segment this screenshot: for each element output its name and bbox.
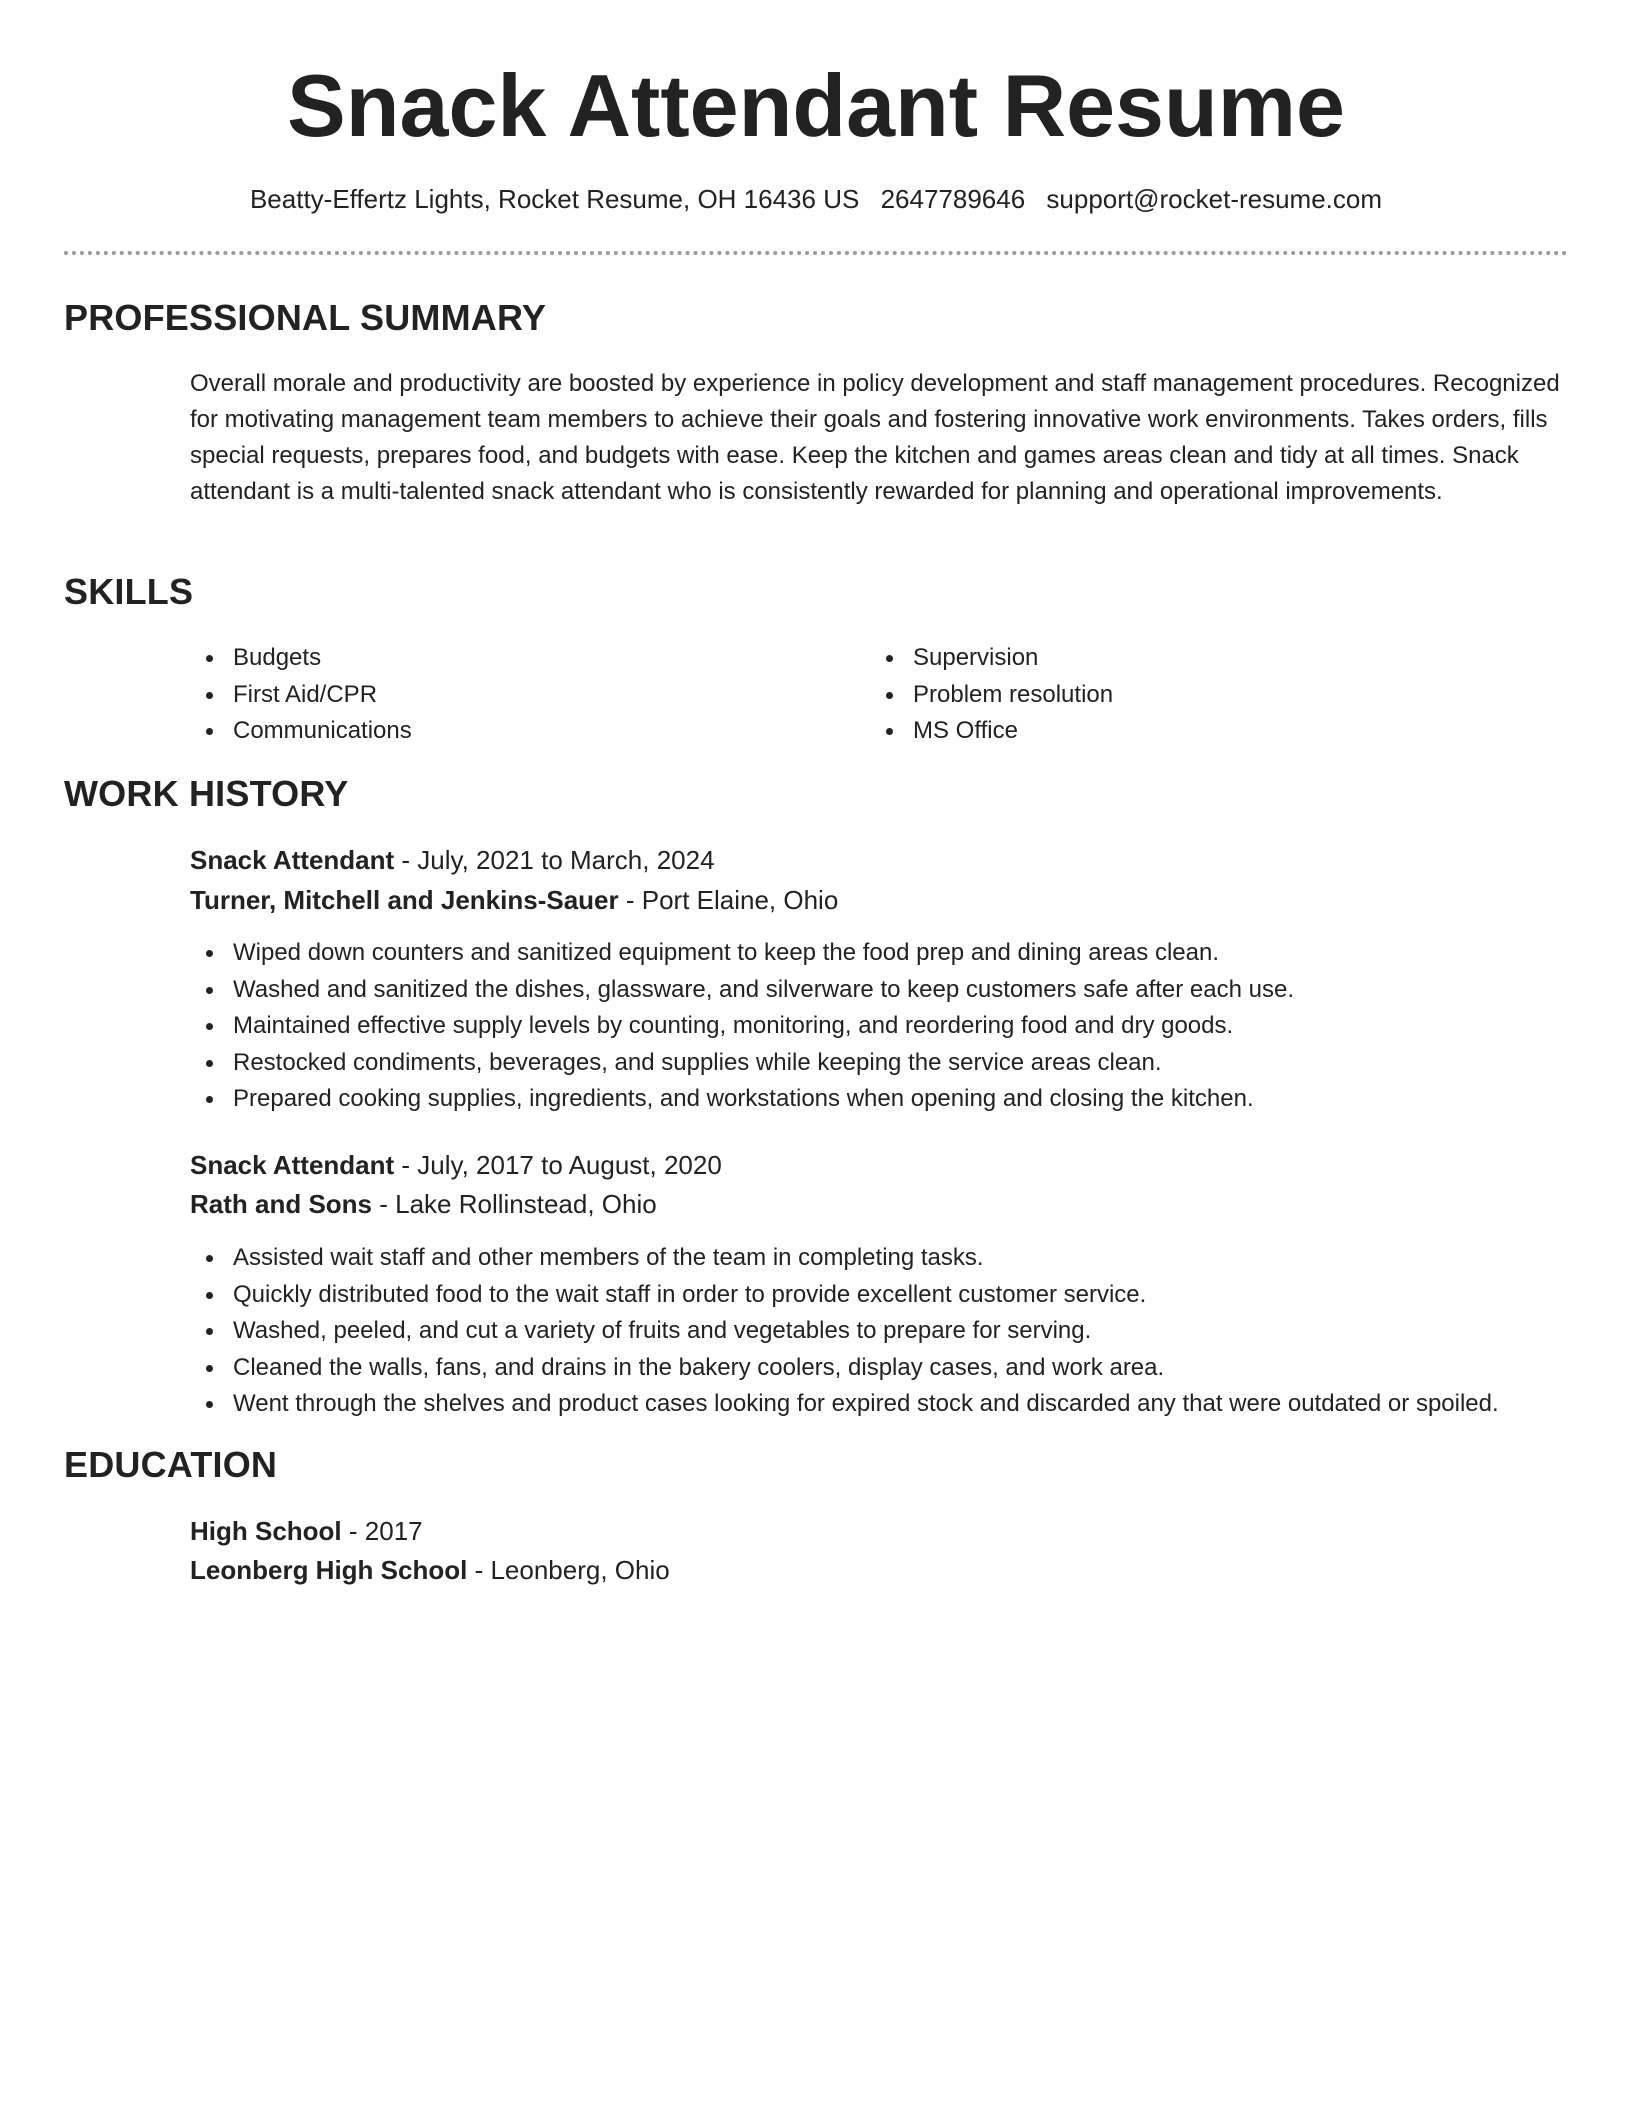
contact-phone: 2647789646 (880, 184, 1026, 214)
education-school: Leonberg High School (190, 1555, 468, 1585)
job-title-line (190, 1146, 722, 1184)
education-degree-line (190, 1512, 423, 1550)
job-duty: Quickly distributed food to the wait staff in order to provide excellent customer service. (190, 1277, 1590, 1314)
job-company-line (190, 1185, 657, 1223)
summary-text: Overall morale and productivity are boosted by experience in policy development and staff management procedures. Recognized for motivating management team members to achieve their goals and fostering innovative work environments. Takes orders, fills special requests, prepares food, and budgets with ease. Keep the kitchen and games areas clean and tidy at all times. Snack attendant is a multi-talented snack attendant who is consistently rewarded for planning and operational improvements. (190, 370, 1560, 505)
job-duty: Washed, peeled, and cut a variety of fruits and vegetables to prepare for serving. (190, 1313, 1590, 1350)
job-duties-list (190, 1240, 1590, 1423)
education-location: - Leonberg, Ohio (467, 1555, 670, 1585)
skills-list-right (870, 640, 1510, 750)
skills-list-left (190, 640, 830, 750)
job-duty: Washed and sanitized the dishes, glassware, and silverware to keep customers safe after each use. (190, 972, 1590, 1009)
job-title-line (190, 841, 715, 879)
contact-line (0, 182, 1632, 216)
summary-heading: PROFESSIONAL SUMMARY (64, 297, 547, 338)
job-duty: Assisted wait staff and other members of the team in completing tasks. (190, 1240, 1590, 1277)
skill-item: Budgets (190, 640, 830, 677)
skill-item: Supervision (870, 640, 1510, 677)
skill-item: First Aid/CPR (190, 677, 830, 714)
job-role: Snack Attendant (190, 1150, 395, 1180)
job-duty: Restocked condiments, beverages, and supplies while keeping the service areas clean. (190, 1045, 1590, 1082)
job-duty: Prepared cooking supplies, ingredients, and workstations when opening and closing the kitchen. (190, 1081, 1590, 1118)
job-duty: Wiped down counters and sanitized equipment to keep the food prep and dining areas clean. (190, 935, 1590, 972)
contact-address: Beatty-Effertz Lights, Rocket Resume, OH 16436 US (249, 184, 860, 214)
header-divider (64, 251, 1568, 255)
job-duties-list (190, 935, 1590, 1118)
skills-heading: SKILLS (64, 571, 194, 612)
job-location: - Lake Rollinstead, Ohio (372, 1189, 657, 1219)
job-duty: Maintained effective supply levels by counting, monitoring, and reordering food and dry goods. (190, 1008, 1590, 1045)
job-company-line (190, 881, 838, 919)
contact-email: support@rocket-resume.com (1046, 184, 1383, 214)
education-heading: EDUCATION (64, 1444, 278, 1485)
job-dates: - July, 2021 to March, 2024 (394, 845, 715, 875)
education-year: - 2017 (341, 1516, 423, 1546)
skill-item: Communications (190, 713, 830, 750)
job-dates: - July, 2017 to August, 2020 (394, 1150, 722, 1180)
skill-item: Problem resolution (870, 677, 1510, 714)
job-duty: Went through the shelves and product cases looking for expired stock and discarded any that were outdated or spoiled. (190, 1386, 1590, 1423)
job-duty: Cleaned the walls, fans, and drains in the bakery coolers, display cases, and work area. (190, 1350, 1590, 1387)
job-location: - Port Elaine, Ohio (618, 885, 839, 915)
skill-item: MS Office (870, 713, 1510, 750)
resume-title: Snack Attendant Resume (287, 56, 1345, 155)
job-company: Turner, Mitchell and Jenkins-Sauer (190, 885, 619, 915)
job-role: Snack Attendant (190, 845, 395, 875)
job-company: Rath and Sons (190, 1189, 373, 1219)
education-degree: High School (190, 1516, 342, 1546)
work-heading: WORK HISTORY (64, 773, 349, 814)
education-school-line (190, 1551, 670, 1589)
